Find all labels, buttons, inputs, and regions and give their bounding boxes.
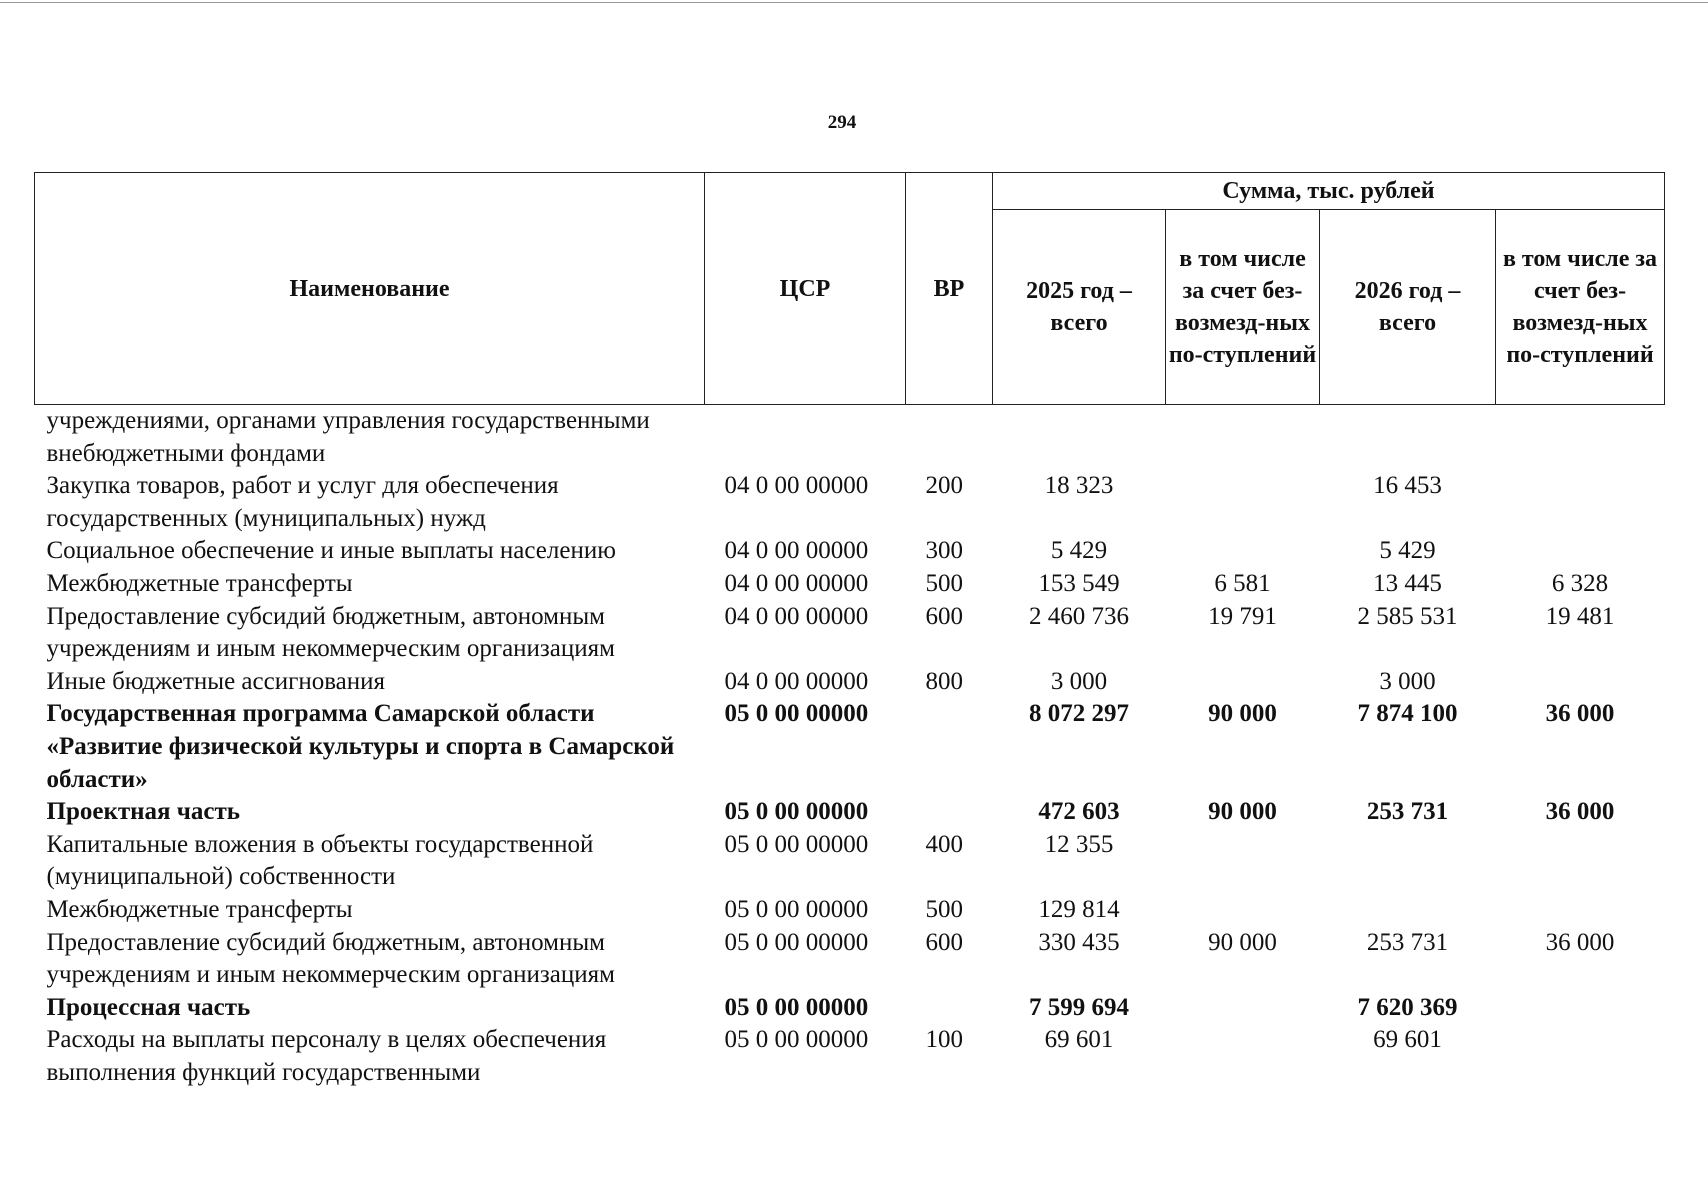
row-2026-grants: 6 328 [1551,569,1609,597]
table-row [35,601,1665,666]
row-2025-grants [1166,829,1320,894]
row-vr: 600 [925,602,963,630]
budget-table [34,172,1665,1089]
row-name: Предоставление субсидий бюджетным, автономным учреждениям и иным некоммерческим организациям [46,602,615,663]
row-vr [906,405,993,471]
row-2025-total: 3 000 [1050,667,1108,695]
row-csr: 05 0 00 00000 [724,700,869,728]
row-2026-grants [1496,405,1665,471]
table-row [35,829,1665,894]
row-2026-total [1320,405,1496,471]
row-2026-total: 5 429 [1379,537,1436,565]
row-2025-grants [1166,992,1320,1025]
table-row [35,666,1665,699]
row-vr: 600 [925,928,963,956]
row-2025-total [993,405,1166,471]
row-2026-total: 253 731 [1366,798,1449,826]
row-2026-grants [1496,992,1665,1025]
row-csr: 04 0 00 00000 [724,537,869,565]
row-2025-total: 8 072 297 [1029,700,1129,728]
header-sum-group: Сумма, тыс. рублей [993,173,1665,210]
scan-top-rule [0,2,1708,3]
row-name: Капитальные вложения в объекты государственной (муниципальной) собственности [46,830,594,891]
row-csr: 04 0 00 00000 [724,602,869,630]
row-2025-total: 69 601 [1044,1026,1114,1054]
header-vr: ВР [906,173,993,405]
row-2025-grants: 90 000 [1208,798,1277,826]
row-2026-total [1320,829,1496,894]
row-2026-total: 7 620 369 [1357,993,1458,1021]
table-row [35,992,1665,1025]
table-row [35,796,1665,829]
table-row [35,470,1665,535]
row-vr: 800 [925,667,963,695]
row-2026-grants: 36 000 [1545,798,1615,826]
row-name: Проектная часть [46,798,241,826]
row-2025-total: 129 814 [1038,895,1120,923]
header-year2-grants: в том числе за счет без-возмезд-ных по-ступлений [1496,210,1665,405]
row-name: Государственная программа Самарской области «Развитие физической культуры и спорта в Самарской области» [46,700,675,793]
row-name: Процессная часть [46,993,251,1021]
row-2025-total: 330 435 [1038,928,1120,956]
table-body [35,405,1665,1090]
row-csr [705,405,906,471]
header-year1-total: 2025 год – всего [993,210,1166,405]
row-2025-total: 472 603 [1038,798,1120,826]
row-vr: 400 [925,830,963,858]
row-name: Межбюджетные трансферты [46,569,353,597]
table-row [35,535,1665,568]
header-csr: ЦСР [705,173,906,405]
row-2026-grants [1496,1024,1665,1089]
row-vr: 100 [925,1026,963,1054]
row-2026-total: 13 445 [1373,569,1442,597]
row-2026-grants [1496,535,1665,568]
row-csr: 04 0 00 00000 [724,472,869,500]
row-2025-total: 12 355 [1044,830,1114,858]
row-2025-total: 5 429 [1050,537,1108,565]
row-name: учреждениями, органами управления государственными внебюджетными фондами [46,407,650,467]
row-csr: 04 0 00 00000 [724,569,869,597]
row-2025-grants [1166,405,1320,471]
row-csr: 05 0 00 00000 [724,798,869,826]
page-number: 294 [827,112,857,133]
row-2026-total [1320,894,1496,927]
row-2026-total: 3 000 [1379,667,1436,695]
row-2025-grants [1166,1024,1320,1089]
row-name: Социальное обеспечение и иные выплаты населению [46,537,616,565]
row-name: Межбюджетные трансферты [46,895,353,923]
row-2025-grants: 19 791 [1208,602,1277,630]
table-row [35,698,1665,796]
row-csr: 05 0 00 00000 [724,830,869,858]
row-2025-grants [1166,894,1320,927]
row-2025-grants: 90 000 [1208,700,1277,728]
row-csr: 05 0 00 00000 [724,1026,869,1054]
row-vr: 200 [925,472,963,500]
row-csr: 05 0 00 00000 [724,895,869,923]
header-year1-grants: в том числе за счет без-возмезд-ных по-ступлений [1166,210,1320,405]
row-vr: 500 [925,569,963,597]
row-2025-total: 18 323 [1044,472,1114,500]
row-2026-grants [1496,829,1665,894]
table-row [35,568,1665,601]
row-2026-grants: 19 481 [1545,602,1615,630]
table-row [35,405,1665,471]
row-vr [906,796,993,829]
row-2025-grants [1166,666,1320,699]
row-2026-total: 253 731 [1366,928,1449,956]
row-2025-grants [1166,470,1320,535]
row-name: Иные бюджетные ассигнования [46,667,386,695]
row-2025-grants: 90 000 [1208,928,1277,956]
row-2026-total: 69 601 [1373,1026,1442,1054]
row-2025-total: 153 549 [1038,569,1120,597]
row-2025-total: 2 460 736 [1029,602,1129,630]
table-row [35,927,1665,992]
row-name: Предоставление субсидий бюджетным, автономным учреждениям и иным некоммерческим организациям [46,928,615,989]
row-2026-total: 2 585 531 [1357,602,1458,630]
row-vr [906,992,993,1025]
row-2026-grants [1496,666,1665,699]
row-2026-grants [1496,470,1665,535]
row-csr: 05 0 00 00000 [724,928,869,956]
row-name: Расходы на выплаты персоналу в целях обеспечения выполнения функций государственными [46,1026,607,1086]
row-2026-grants: 36 000 [1545,928,1615,956]
row-2025-grants: 6 581 [1214,569,1271,597]
row-csr: 04 0 00 00000 [724,667,869,695]
row-2025-total: 7 599 694 [1029,993,1129,1021]
table-row [35,1024,1665,1089]
row-2025-grants [1166,535,1320,568]
row-2026-grants: 36 000 [1545,700,1615,728]
row-csr: 05 0 00 00000 [724,993,869,1021]
row-vr: 500 [925,895,963,923]
row-vr [906,698,993,796]
row-vr: 300 [925,537,963,565]
row-2026-grants [1496,894,1665,927]
header-row-top [35,173,1665,210]
header-name: Наименование [35,173,705,405]
row-2026-total: 16 453 [1373,472,1442,500]
table-row [35,894,1665,927]
row-2026-total: 7 874 100 [1357,700,1458,728]
row-name: Закупка товаров, работ и услуг для обеспечения государственных (муниципальных) нужд [46,472,559,532]
table-header [35,173,1665,405]
header-year2-total: 2026 год – всего [1320,210,1496,405]
